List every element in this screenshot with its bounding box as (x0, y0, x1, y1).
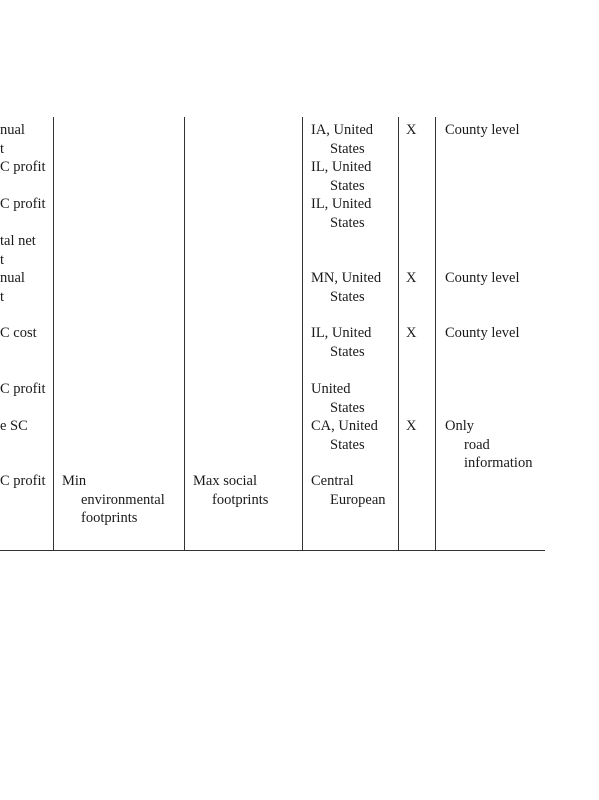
objective-cell (0, 380, 46, 399)
cell-text-line: nual (0, 270, 25, 286)
cell-text-line: States (330, 177, 365, 194)
cell-text-line: Only (445, 418, 474, 434)
cell-text-line: Max social (193, 473, 258, 489)
cell-text-line: C profit (0, 159, 46, 175)
objective-cell (0, 417, 28, 436)
cell-text-line: IL, United (311, 159, 372, 175)
cell-text-line: C cost (0, 325, 37, 341)
gis-cell (406, 324, 416, 343)
gis-cell (406, 269, 416, 288)
cell-text-line: Central (311, 473, 354, 489)
region-cell (311, 472, 386, 509)
cell-text-line: Min (62, 473, 87, 489)
column-divider (184, 117, 185, 551)
detail-cell (445, 417, 532, 473)
cell-text-line: e SC (0, 418, 28, 434)
cell-text-line: t (0, 140, 5, 157)
cell-text-line: environmental (81, 491, 165, 508)
objective-cell (0, 121, 25, 158)
cell-text-line: States (330, 399, 365, 416)
table-bottom-rule (0, 550, 545, 551)
cell-text-line: C profit (0, 473, 46, 489)
objective-cell (0, 232, 36, 269)
gis-cell (406, 121, 416, 140)
cell-text-line: X (406, 418, 417, 434)
environmental-cell (62, 472, 165, 528)
cell-text-line: County level (445, 122, 520, 138)
objective-cell (0, 324, 37, 343)
cell-text-line: IA, United (311, 122, 374, 138)
cell-text-line: C profit (0, 196, 46, 212)
region-cell (311, 158, 371, 195)
region-cell (311, 417, 378, 454)
cell-text-line: tal net (0, 233, 36, 249)
cell-text-line: X (406, 122, 417, 138)
objective-cell (0, 158, 46, 177)
cell-text-line: X (406, 270, 417, 286)
cell-text-line: IL, United (311, 196, 372, 212)
cell-text-line: County level (445, 270, 520, 286)
region-cell (311, 121, 373, 158)
cell-text-line: t (0, 251, 5, 268)
cell-text-line: footprints (81, 510, 138, 526)
detail-cell (445, 269, 520, 288)
social-cell (193, 472, 268, 509)
objective-cell (0, 269, 25, 306)
region-cell (311, 380, 365, 417)
cell-text-line: States (330, 343, 365, 360)
cell-text-line: States (330, 288, 365, 305)
cell-text-line: footprints (212, 491, 269, 508)
gis-cell (406, 417, 416, 436)
cell-text-line: X (406, 325, 417, 341)
region-cell (311, 195, 371, 232)
cell-text-line: CA, United (311, 418, 378, 434)
cell-text-line: t (0, 288, 5, 305)
cell-text-line: States (330, 140, 365, 157)
cell-text-line: County level (445, 325, 520, 341)
cell-text-line: information (464, 455, 533, 471)
region-cell (311, 324, 371, 361)
column-divider (53, 117, 54, 551)
detail-cell (445, 121, 520, 140)
column-divider (435, 117, 436, 551)
column-divider (302, 117, 303, 551)
cell-text-line: States (330, 436, 365, 453)
cell-text-line: States (330, 214, 365, 231)
cell-text-line: MN, United (311, 270, 382, 286)
objective-cell (0, 195, 46, 214)
cell-text-line: United (311, 381, 351, 397)
cell-text-line: European (330, 491, 386, 508)
cell-text-line: nual (0, 122, 25, 138)
cell-text-line: road (464, 436, 490, 453)
cell-text-line: C profit (0, 381, 46, 397)
detail-cell (445, 324, 520, 343)
cell-text-line: IL, United (311, 325, 372, 341)
region-cell (311, 269, 381, 306)
objective-cell (0, 472, 46, 491)
column-divider (398, 117, 399, 551)
